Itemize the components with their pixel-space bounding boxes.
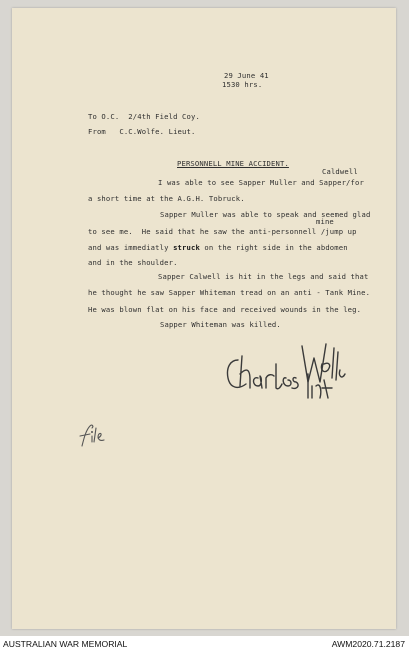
body-paragraph-3-line-2: he thought he saw Sapper Whiteman tread on an anti - Tank Mine. xyxy=(88,288,371,297)
handwritten-file-note xyxy=(78,420,108,450)
sender-line: From C.C.Wolfe. Lieut. xyxy=(88,127,196,136)
body-paragraph-1-line-2: a short time at the A.G.H. Tobruck. xyxy=(88,194,245,203)
footer-institution: AUSTRALIAN WAR MEMORIAL xyxy=(3,639,128,649)
body-paragraph-3-line-1: Sapper Calwell is hit in the legs and said that xyxy=(158,272,369,281)
body-paragraph-2-line-2: to see me. He said that he saw the anti-personnell /jump up xyxy=(88,227,357,236)
body-paragraph-2-line-3 xyxy=(88,244,348,251)
line-text-end: on the right side in the abdomen xyxy=(199,243,348,252)
recipient-line: To O.C. 2/4th Field Coy. xyxy=(88,112,200,121)
body-paragraph-2-line-4: and in the shoulder. xyxy=(88,258,178,267)
body-paragraph-1-line-1: I was able to see Sapper Muller and Sapper/for xyxy=(158,178,364,187)
handwritten-insert-caldwell: Caldwell xyxy=(322,167,358,176)
body-paragraph-4-line-1: Sapper Whiteman was killed. xyxy=(160,320,281,329)
emphasized-word: struck xyxy=(173,243,200,252)
handwritten-insert-mine: mine xyxy=(316,217,334,226)
footer-accession-number: AWM2020.71.2187 xyxy=(331,639,405,649)
letter-heading: PERSONNELL MINE ACCIDENT. xyxy=(177,159,289,168)
body-paragraph-2-line-1: Sapper Muller was able to speak and seemed glad xyxy=(160,210,371,219)
line-text-start: and was immediatly xyxy=(88,243,174,252)
letter-page xyxy=(12,8,396,629)
handwritten-signature xyxy=(224,334,346,402)
letter-time: 1530 hrs. xyxy=(222,80,263,89)
body-paragraph-3-line-3: He was blown flat on his face and received wounds in the leg. xyxy=(88,305,362,314)
letter-date: 29 June 41 xyxy=(224,71,269,80)
